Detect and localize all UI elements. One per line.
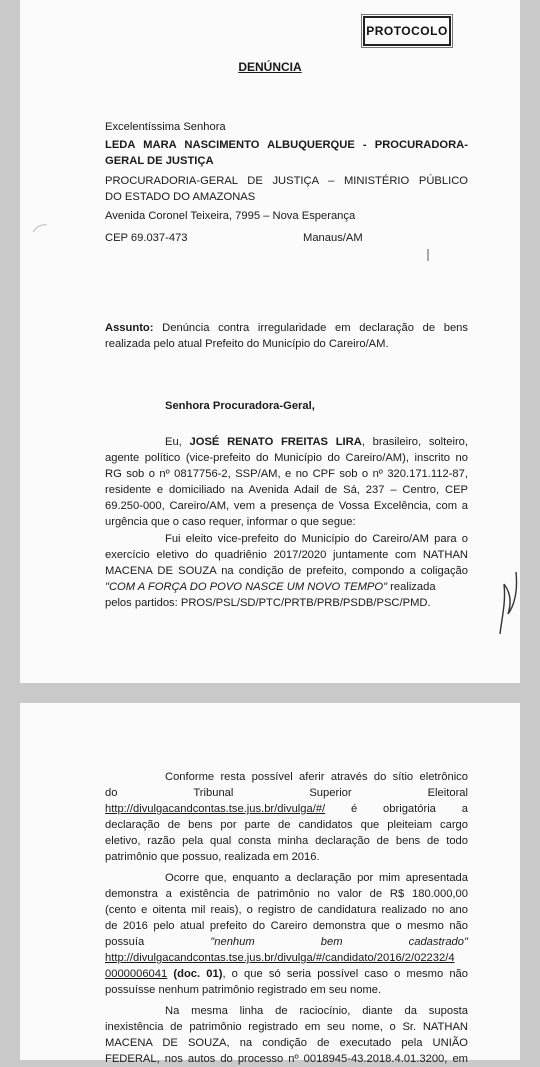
- p4-line-4: de 2016 pelo atual prefeito do Careiro demonstra que o mesmo não: [105, 920, 468, 932]
- p3-word: Tribunal: [193, 787, 234, 799]
- document-page-1: [20, 0, 520, 683]
- document-title: DENÚNCIA: [238, 60, 302, 74]
- subject-line-1: [105, 320, 468, 336]
- p4-word: "nenhum: [210, 936, 255, 948]
- p5-line-2: inexistência de patrimônio registrado em seu nome, o Sr. NATHAN: [105, 1021, 468, 1033]
- org-line-1: PROCURADORIA-GERAL DE JUSTIÇA – MINISTÉRIO PÚBLICO: [105, 175, 468, 187]
- p4-word: bem: [320, 936, 343, 948]
- p3-line-6: patrimônio que possuo, realizada em 2016.: [105, 851, 320, 863]
- doc-reference: (doc. 01): [173, 968, 223, 980]
- protocolo-stamp: PROTOCOLO: [363, 16, 451, 46]
- p4-line-1: Ocorre que, enquanto a declaração por mim apresentada: [165, 872, 468, 884]
- p3-line-1: Conforme resta possível aferir através do sítio eletrônico: [165, 771, 468, 783]
- scan-mark: [425, 248, 431, 262]
- coalition-name: "COM A FORÇA DO POVO NASCE UM NOVO TEMPO": [105, 581, 388, 593]
- p4-line-5: [105, 934, 468, 950]
- p1-line-1: [165, 434, 468, 450]
- p4-line-3: (cento e oitenta mil reais), o registro de candidatura realizado no ano: [105, 904, 468, 916]
- p1-line-2: agente político (vice-prefeito do Município do Careiro/AM), inscrito no: [105, 452, 468, 464]
- p1-line-5: 69.250-000, Careiro/AM, vem a presença de Vossa Excelência, com a: [105, 500, 468, 512]
- cep: CEP 69.037-473: [105, 232, 188, 244]
- p4-line-8: possuísse nenhum patrimônio registrado em seu nome.: [105, 984, 382, 996]
- p4-line-6: [105, 950, 455, 966]
- p2-line-1: Fui eleito vice-prefeito do Município do Careiro/AM para o: [165, 533, 468, 545]
- p5-line-3: MACENA DE SOUZA, na condição de executado pela UNIÃO: [105, 1037, 468, 1049]
- document-page-2: [20, 703, 520, 1065]
- p4-line-7: [105, 966, 468, 982]
- city: Manaus/AM: [303, 232, 363, 244]
- p2-line-3: MACENA DE SOUZA na condição de prefeito, compondo a coligação: [105, 565, 468, 577]
- p3-line-5: eletivo, razão pela qual consta minha declaração de bens de todo: [105, 835, 468, 847]
- subject-line-2: realizada pelo atual Prefeito do Município do Careiro/AM.: [105, 338, 389, 350]
- p3-word: obrigatória: [383, 803, 436, 815]
- p5-line-1: Na mesma linha de raciocínio, diante da suposta: [165, 1005, 468, 1017]
- p2-line-2: exercício eletivo do quadriênio 2017/2020 juntamente com NATHAN: [105, 549, 468, 561]
- org-line-2: DO ESTADO DO AMAZONAS: [105, 191, 256, 203]
- candidate-link-1[interactable]: http://divulgacandcontas.tse.jus.br/divulga/#/candidato/2016/2/02232/4: [105, 952, 455, 964]
- p2-line-5: pelos partidos: PROS/PSL/SD/PTC/PRTB/PRB/PSDB/PSC/PMD.: [105, 597, 431, 609]
- p3-word: Superior: [309, 787, 352, 799]
- subject-label: Assunto:: [105, 322, 154, 334]
- declarant-name: JOSÉ RENATO FREITAS LIRA: [189, 436, 362, 448]
- p1-line-6: urgência que o caso requer, informar o que segue:: [105, 516, 356, 528]
- p3-word: é: [350, 803, 358, 815]
- subject-text-1: Denúncia contra irregularidade em declaração de bens: [162, 322, 468, 334]
- recipient-line-2: GERAL DE JUSTIÇA: [105, 155, 214, 167]
- p5-line-4: FEDERAL, nos autos do processo nº 0018945-43.2018.4.01.3200, em: [105, 1053, 468, 1065]
- p2-line-4-rest: realizada: [387, 581, 436, 593]
- p1-line-4: residente e domiciliado na Avenida Adail de Sá, 237 – Centro, CEP: [105, 484, 468, 496]
- candidate-link-2[interactable]: 0000006041: [105, 968, 168, 980]
- salutation: Excelentíssima Senhora: [105, 121, 226, 133]
- p3-line-3: [105, 801, 468, 817]
- scan-mark: [32, 222, 48, 234]
- greeting: Senhora Procuradora-Geral,: [165, 400, 315, 412]
- handwritten-initial-mark: [492, 562, 522, 642]
- p3-word: a: [461, 803, 468, 815]
- tse-link[interactable]: http://divulgacandcontas.tse.jus.br/divulga/#/: [105, 803, 326, 815]
- p4-line-2: demonstra a existência de patrimônio no valor de R$ 180.000,00: [105, 888, 468, 900]
- p1-prefix: Eu,: [165, 436, 182, 448]
- p1-line-3: RG sob o nº 0817756-2, SSP/AM, e no CPF sob o nº 320.171.112-87,: [105, 468, 468, 480]
- p1-line-1-rest: , brasileiro, solteiro,: [361, 436, 468, 448]
- street-address: Avenida Coronel Teixeira, 7995 – Nova Esperança: [105, 210, 356, 222]
- p3-word: do: [105, 787, 118, 799]
- p3-line-2: [105, 785, 468, 801]
- p4-line-7-rest: , o que só seria possível caso o mesmo não: [222, 968, 469, 980]
- p3-word: Eleitoral: [427, 787, 468, 799]
- p4-word: cadastrado": [408, 936, 468, 948]
- p4-word: possuía: [105, 936, 145, 948]
- p2-line-4: [105, 579, 468, 595]
- recipient-line-1: LEDA MARA NASCIMENTO ALBUQUERQUE - PROCURADORA-: [105, 139, 468, 151]
- p3-line-4: declaração de bens por parte de candidatos que pleiteiam cargo: [105, 819, 468, 831]
